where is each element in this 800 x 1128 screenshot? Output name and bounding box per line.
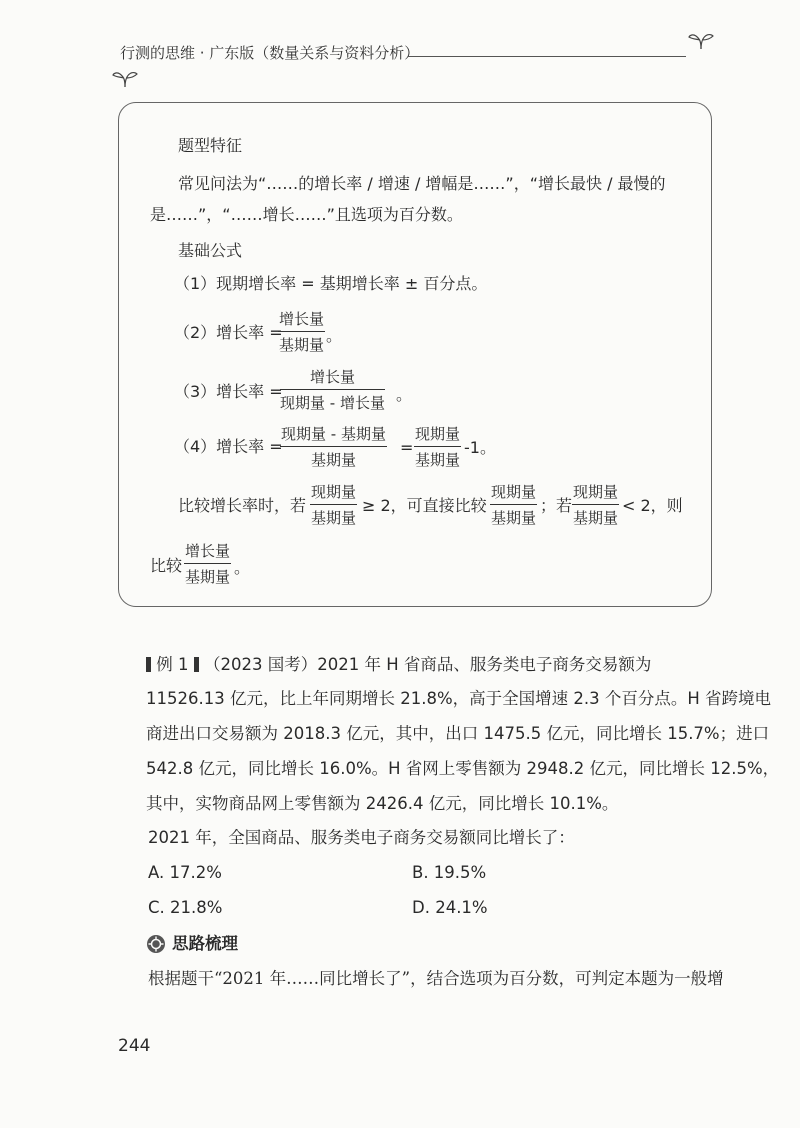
page-number: 244 (118, 1036, 151, 1056)
formula-4-prefix: （4）增长率 = (174, 437, 283, 456)
equals-sign: = (400, 438, 414, 457)
minus-one: -1。 (464, 438, 496, 457)
numerator: 现期量 (572, 481, 619, 505)
desc-line-1: 常见问法为“……的增长率 / 增速 / 增幅是……”，“增长最快 / 最慢的 (178, 174, 666, 193)
analysis-heading: 思路梳理 (172, 934, 238, 953)
fraction-increase-over-base (184, 540, 231, 587)
running-header-title: 行测的思维 · 广东版（数量关系与资料分析） (120, 44, 420, 62)
fraction-increase-over-diff (280, 366, 385, 413)
example-close-bracket (194, 657, 199, 672)
heading-formulas: 基础公式 (178, 241, 243, 260)
compare-last: 比较 (150, 556, 183, 575)
example-source: （2023 国考）2021 年 H 省商品、服务类电子商务交易额为 (204, 655, 652, 674)
formula-3-prefix: （3）增长率 = (174, 382, 283, 401)
semicolon-ruo: ；若 (540, 496, 573, 515)
option-c: C. 21.8% (148, 898, 223, 917)
example-line-2: 11526.13 亿元，比上年同期增长 21.8%，高于全国增速 2.3 个百分点。H 省跨境电 (146, 689, 772, 708)
numerator: 增长量 (184, 540, 231, 564)
desc-line-2: 是……”，“……增长……”且选项为百分数。 (150, 205, 463, 224)
question-text: 2021 年，全国商品、服务类电子商务交易额同比增长了： (148, 828, 575, 847)
option-d: D. 24.1% (412, 898, 488, 917)
denominator: 基期量 (415, 451, 461, 469)
option-a: A. 17.2% (148, 863, 222, 882)
example-label: 例 1 (156, 655, 189, 674)
header-rule (408, 56, 686, 57)
numerator: 现期量 - 基期量 (280, 423, 387, 447)
numerator: 现期量 (310, 481, 357, 505)
denominator: 基期量 (573, 509, 619, 527)
denominator: 基期量 (491, 509, 537, 527)
denominator: 基期量 (279, 336, 325, 354)
period: 。 (326, 326, 343, 345)
numerator: 现期量 (414, 423, 461, 447)
fraction-current-over-base (490, 481, 537, 528)
numerator: 现期量 (490, 481, 537, 505)
option-b: B. 19.5% (412, 863, 487, 882)
sprout-icon (688, 30, 714, 50)
formula-1: （1）现期增长率 = 基期增长率 ± 百分点。 (174, 274, 488, 293)
example-line-4: 542.8 亿元，同比增长 16.0%。H 省网上零售额为 2948.2 亿元，同比增长 12.5%， (146, 759, 780, 778)
ge-two-text: ≥ 2，可直接比较 (362, 496, 487, 515)
period: 。 (234, 558, 251, 577)
denominator: 基期量 (185, 568, 231, 586)
example-line-1 (146, 655, 651, 675)
fraction-increase-over-base (278, 308, 325, 355)
numerator: 增长量 (278, 308, 325, 332)
denominator: 现期量 - 增长量 (280, 394, 385, 412)
heading-question-type: 题型特征 (178, 136, 243, 155)
fraction-current-over-base (414, 423, 461, 470)
example-line-5: 其中，实物商品网上零售额为 2426.4 亿元，同比增长 10.1%。 (146, 794, 619, 813)
analysis-text: 根据题干“2021 年……同比增长了”，结合选项为百分数，可判定本题为一般增 (148, 969, 724, 988)
compare-prefix: 比较增长率时，若 (178, 496, 307, 515)
period: 。 (396, 385, 413, 404)
denominator: 基期量 (311, 509, 357, 527)
example-open-bracket (146, 657, 151, 672)
fraction-diff-over-base (280, 423, 387, 470)
gear-icon (146, 934, 166, 954)
fraction-current-over-base (310, 481, 357, 528)
fraction-current-over-base (572, 481, 619, 528)
sprout-icon (112, 68, 138, 88)
denominator: 基期量 (310, 451, 356, 469)
formula-2-prefix: （2）增长率 = (174, 323, 283, 342)
lt-two-then: < 2，则 (622, 496, 683, 515)
numerator: 增长量 (280, 366, 385, 390)
example-line-3: 商进出口交易额为 2018.3 亿元，其中，出口 1475.5 亿元，同比增长 15.7%；进口 (146, 724, 770, 743)
